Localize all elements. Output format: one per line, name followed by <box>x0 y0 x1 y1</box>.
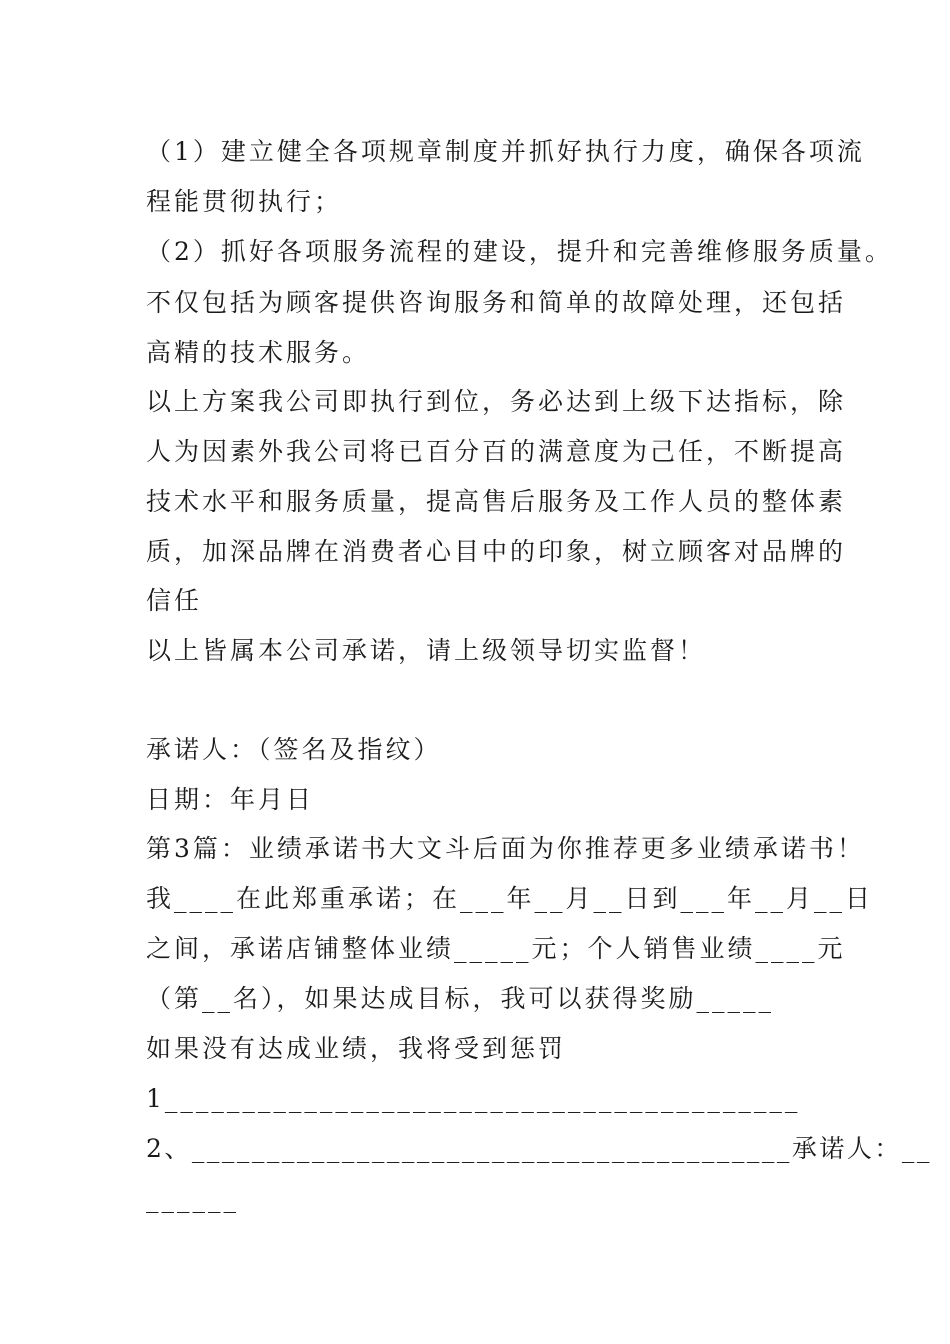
text-line-8: 技术水平和服务质量，提高售后服务及工作人员的整体素 <box>146 487 847 516</box>
text-line-15: 我____在此郑重承诺；在___年__月__日到___年__月__日 <box>146 884 874 913</box>
section-heading: 第3篇：业绩承诺书大文斗后面为你推荐更多业绩承诺书！ <box>146 834 865 863</box>
text-line-11: 以上皆属本公司承诺，请上级领导切实监督！ <box>146 636 707 665</box>
text-line-7: 人为因素外我公司将已百分百的满意度为己任，不断提高 <box>146 437 847 466</box>
text-line-17: （第__名），如果达成目标，我可以获得奖励_____ <box>146 984 775 1013</box>
signature-line: 承诺人：（签名及指纹） <box>146 735 442 764</box>
penalty-item-2: 2、________________________________________承诺人：__ <box>146 1134 932 1163</box>
text-line-3: （2）抓好各项服务流程的建设，提升和完善维修服务质量。 <box>146 237 893 266</box>
text-line-6: 以上方案我公司即执行到位，务必达到上级下达指标，除 <box>146 387 847 416</box>
text-line-5: 高精的技术服务。 <box>146 338 371 367</box>
penalty-item-1: 1_________________________________________ <box>146 1084 801 1113</box>
text-line-1: （1）建立健全各项规章制度并抓好执行力度，确保各项流 <box>146 137 865 166</box>
text-line-16: 之间，承诺店铺整体业绩_____元；个人销售业绩____元 <box>146 934 846 963</box>
text-line-21: ______ <box>146 1184 239 1213</box>
text-line-10: 信任 <box>146 586 203 615</box>
text-line-9: 质，加深品牌在消费者心目中的印象，树立顾客对品牌的 <box>146 537 847 566</box>
text-line-18: 如果没有达成业绩，我将受到惩罚 <box>146 1034 567 1063</box>
text-line-4: 不仅包括为顾客提供咨询服务和简单的故障处理，还包括 <box>146 288 847 317</box>
date-line: 日期：年月日 <box>146 785 315 814</box>
text-line-2: 程能贯彻执行； <box>146 187 343 216</box>
